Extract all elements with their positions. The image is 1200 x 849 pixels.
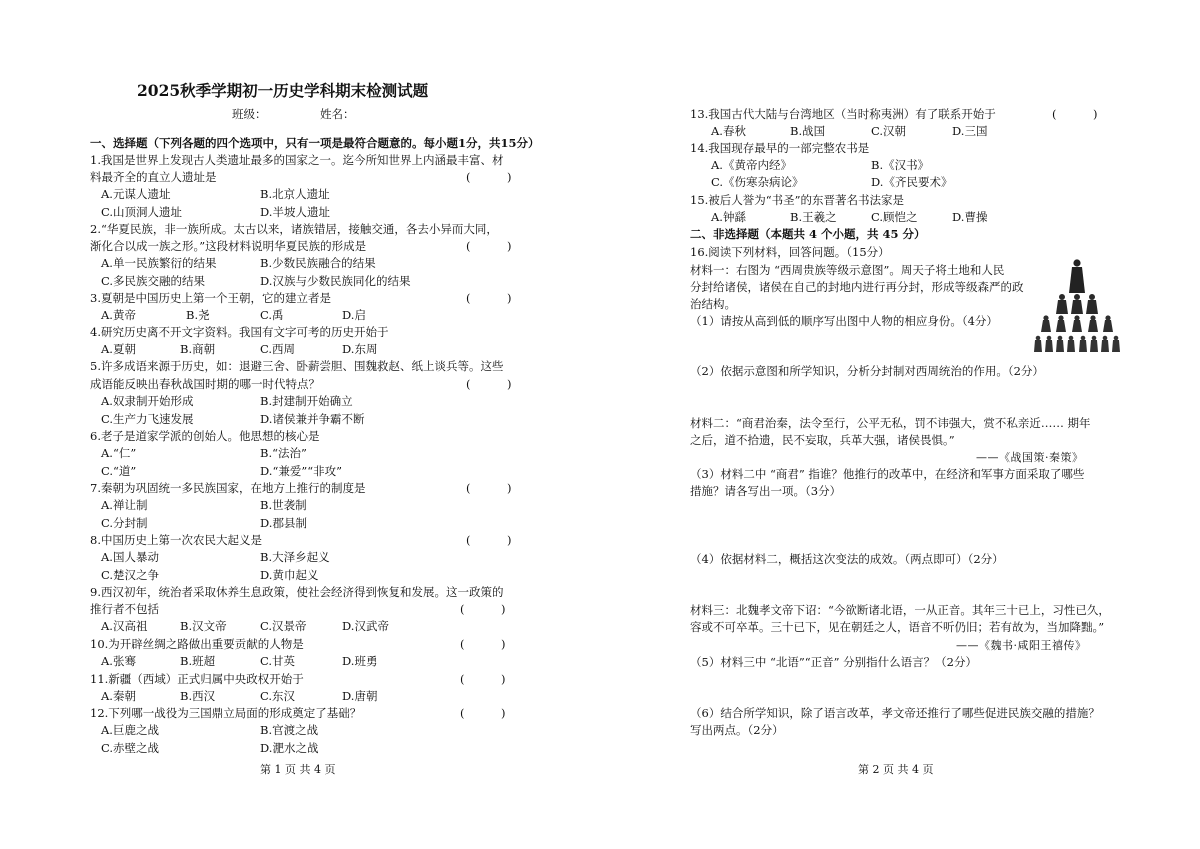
- sub-question-5: （5）材料三中 “北语”“正音” 分别指什么语言？（2分）: [690, 655, 977, 669]
- answer-blank-9[interactable]: ( ): [460, 602, 506, 616]
- exam-title: 2025秋季学期初一历史学科期末检测试题: [137, 81, 429, 100]
- answer-blank-11[interactable]: ( ): [460, 672, 506, 686]
- scholars-row: [1034, 336, 1120, 352]
- section-1-heading: 一、选择题（下列各题的四个选项中，只有一项是最符合题意的。每小题1分，共15分）: [90, 136, 540, 150]
- material-1-line-3: 治结构。: [690, 297, 736, 311]
- question-14: 14.我国现存最早的一部完整农书是: [690, 141, 870, 155]
- question-8: 8.中国历史上第一次农民大起义是: [90, 533, 262, 547]
- q12-option-a: A.巨鹿之战: [101, 723, 159, 737]
- q13-option-d: D.三国: [952, 124, 988, 138]
- sub-question-6-line-1: （6）结合所学知识，除了语言改革，孝文帝还推行了哪些促进民族交融的措施？: [690, 706, 1100, 720]
- q4-option-c: C.西周: [260, 342, 296, 356]
- q12-option-b: B.官渡之战: [260, 723, 319, 737]
- sub-question-3-line-2: 措施？请各写出一项。（3分）: [690, 484, 842, 498]
- question-5-line-1: 5.许多成语来源于历史，如：退避三舍、卧薪尝胆、围魏救赵、纸上谈兵等。这些: [90, 359, 504, 373]
- q2-option-c: C.多民族交融的结果: [101, 274, 206, 288]
- feudal-lords-row: [1056, 294, 1098, 314]
- answer-blank-8[interactable]: ( ): [466, 533, 512, 547]
- q11-option-d: D.唐朝: [342, 689, 378, 703]
- q2-option-d: D.汉族与少数民族同化的结果: [260, 274, 411, 288]
- section-2-heading: 二、非选择题（本题共 4 个小题，共 45 分）: [690, 227, 926, 241]
- q5-option-d: D.诸侯兼并争霸不断: [260, 412, 365, 426]
- q5-option-a: A.奴隶制开始形成: [101, 394, 194, 408]
- question-16: 16.阅读下列材料，回答问题。（15分）: [690, 245, 890, 259]
- q8-option-b: B.大泽乡起义: [260, 550, 330, 564]
- q10-option-d: D.班勇: [342, 654, 378, 668]
- sub-question-4: （4）依据材料二，概括这次变法的成效。（两点即可）（2分）: [690, 552, 1004, 566]
- q1-option-b: B.北京人遗址: [260, 187, 330, 201]
- question-5-line-2: 成语能反映出春秋战国时期的哪一时代特点？: [90, 377, 320, 391]
- q4-option-d: D.东周: [342, 342, 378, 356]
- question-9-line-1: 9.西汉初年，统治者采取休养生息政策，使社会经济得到恢复和发展。这一政策的: [90, 585, 504, 599]
- q8-option-c: C.楚汉之争: [101, 568, 160, 582]
- q15-option-d: D.曹操: [952, 210, 988, 224]
- q2-option-b: B.少数民族融合的结果: [260, 256, 376, 270]
- material-3-line-2: 容或不可卒革。三十已下，见在朝廷之人，语音不听仍旧；若有故为，当加降黜。”: [690, 620, 1105, 634]
- material-2-line-2: 之后，道不拾遗，民不妄取，兵革大强，诸侯畏惧。”: [690, 433, 955, 447]
- material-1-line-2: 分封给诸侯，诸侯在自己的封地内进行再分封，形成等级森严的政: [690, 280, 1024, 294]
- sub-question-2: （2）依据示意图和所学知识，分析分封制对西周统治的作用。（2分）: [690, 364, 1044, 378]
- q10-option-a: A.张骞: [101, 654, 136, 668]
- material-3-source: ——《魏书·咸阳王禧传》: [956, 639, 1087, 652]
- q14-option-a: A.《黄帝内经》: [711, 158, 792, 172]
- question-1-line-1: 1.我国是世界上发现古人类遗址最多的国家之一。迄今所知世界上内涵最丰富、材: [90, 153, 504, 167]
- material-3-line-1: 材料三：北魏孝文帝下诏：“今欲断诸北语，一从正音。其年三十已上，习性已久，: [690, 603, 1110, 617]
- material-2-line-1: 材料二：“商君治秦，法令至行，公平无私，罚不讳强大，赏不私亲近…… 期年: [690, 416, 1091, 430]
- q14-option-c: C.《伤寒杂病论》: [711, 175, 804, 189]
- page-number-1: 第 1 页 共 4 页: [260, 763, 336, 776]
- question-4: 4.研究历史离不开文字资料。我国有文字可考的历史开始于: [90, 325, 389, 339]
- question-3: 3.夏朝是中国历史上第一个王朝，它的建立者是: [90, 291, 331, 305]
- class-label: 班级：: [232, 107, 267, 121]
- q15-option-c: C.顾恺之: [871, 210, 918, 224]
- q9-option-b: B.汉文帝: [180, 619, 227, 633]
- q15-option-a: A.钟繇: [711, 210, 746, 224]
- question-1-line-2: 料最齐全的直立人遗址是: [90, 170, 217, 184]
- q3-option-b: B.尧: [186, 308, 210, 322]
- page-number-2: 第 2 页 共 4 页: [858, 763, 934, 776]
- answer-blank-12[interactable]: ( ): [460, 706, 506, 720]
- q7-option-c: C.分封制: [101, 516, 148, 530]
- q2-option-a: A.单一民族繁衍的结果: [101, 256, 217, 270]
- answer-blank-7[interactable]: ( ): [466, 481, 512, 495]
- q5-option-c: C.生产力飞速发展: [101, 412, 194, 426]
- q4-option-a: A.夏朝: [101, 342, 136, 356]
- answer-blank-3[interactable]: ( ): [466, 291, 512, 305]
- q14-option-d: D.《齐民要术》: [871, 175, 953, 189]
- q7-option-a: A.禅让制: [101, 498, 148, 512]
- q11-option-c: C.东汉: [260, 689, 296, 703]
- answer-blank-2[interactable]: ( ): [466, 239, 512, 253]
- q6-option-b: B.“法治”: [260, 446, 307, 460]
- q1-option-a: A.元谋人遗址: [101, 187, 171, 201]
- question-9-line-2: 推行者不包括: [90, 602, 159, 616]
- q11-option-a: A.秦朝: [101, 689, 136, 703]
- q8-option-a: A.国人暴动: [101, 550, 159, 564]
- exam-page-2: [600, 0, 1200, 849]
- q3-option-a: A.黄帝: [101, 308, 136, 322]
- sub-question-6-line-2: 写出两点。（2分）: [690, 723, 784, 737]
- q13-option-b: B.战国: [790, 124, 826, 138]
- zhou-hierarchy-figure: [1032, 257, 1122, 359]
- q9-option-a: A.汉高祖: [101, 619, 148, 633]
- material-1-line-1: 材料一：右图为 “西周贵族等级示意图”。周天子将土地和人民: [690, 263, 1005, 277]
- q1-option-c: C.山顶洞人遗址: [101, 205, 183, 219]
- q13-option-a: A.春秋: [711, 124, 746, 138]
- q6-option-c: C.“道”: [101, 464, 137, 478]
- q9-option-c: C.汉景帝: [260, 619, 307, 633]
- question-12: 12.下列哪一战役为三国鼎立局面的形成奠定了基础？: [90, 706, 362, 720]
- question-7: 7.秦朝为巩固统一多民族国家，在地方上推行的制度是: [90, 481, 366, 495]
- q7-option-b: B.世袭制: [260, 498, 307, 512]
- q14-option-b: B.《汉书》: [871, 158, 930, 172]
- q1-option-d: D.半坡人遗址: [260, 205, 330, 219]
- q9-option-d: D.汉武帝: [342, 619, 389, 633]
- q10-option-c: C.甘英: [260, 654, 296, 668]
- name-label: 姓名：: [320, 107, 355, 121]
- sub-question-1: （1）请按从高到低的顺序写出图中人物的相应身份。（4分）: [690, 314, 998, 328]
- question-11: 11.新疆（西域）正式归属中央政权开始于: [90, 672, 304, 686]
- answer-blank-13[interactable]: ( ): [1052, 107, 1098, 121]
- king-figure: [1069, 259, 1085, 293]
- question-2-line-2: 渐化合以成一族之形。”这段材料说明华夏民族的形成是: [90, 239, 367, 253]
- q3-option-c: C.禹: [260, 308, 284, 322]
- q11-option-b: B.西汉: [180, 689, 216, 703]
- q10-option-b: B.班超: [180, 654, 216, 668]
- q8-option-d: D.黄巾起义: [260, 568, 319, 582]
- sub-question-3-line-1: （3）材料二中 “商君” 指谁？他推行的改革中，在经济和军事方面采取了哪些: [690, 467, 1085, 481]
- answer-blank-10[interactable]: ( ): [460, 637, 506, 651]
- question-13: 13.我国古代大陆与台湾地区（当时称夷洲）有了联系开始于: [690, 107, 996, 121]
- answer-blank-5[interactable]: ( ): [466, 377, 512, 391]
- q13-option-c: C.汉朝: [871, 124, 907, 138]
- material-2-source: ——《战国策·秦策》: [976, 451, 1084, 464]
- q3-option-d: D.启: [342, 308, 366, 322]
- question-2-line-1: 2.“华夏民族，非一族所成。太古以来，诸族错居，接触交通，各去小异而大同，: [90, 222, 498, 236]
- ministers-row: [1041, 315, 1113, 332]
- question-6: 6.老子是道家学派的创始人。他思想的核心是: [90, 429, 320, 443]
- q7-option-d: D.郡县制: [260, 516, 307, 530]
- q6-option-a: A.“仁”: [101, 446, 137, 460]
- q5-option-b: B.封建制开始确立: [260, 394, 353, 408]
- question-10: 10.为开辟丝绸之路做出重要贡献的人物是: [90, 637, 304, 651]
- answer-blank-1[interactable]: ( ): [466, 170, 512, 184]
- question-15: 15.被后人誉为“书圣”的东晋著名书法家是: [690, 193, 905, 207]
- q12-option-d: D.淝水之战: [260, 741, 319, 755]
- q15-option-b: B.王羲之: [790, 210, 837, 224]
- q4-option-b: B.商朝: [180, 342, 216, 356]
- q6-option-d: D.“兼爱”“非攻”: [260, 464, 342, 478]
- q12-option-c: C.赤壁之战: [101, 741, 160, 755]
